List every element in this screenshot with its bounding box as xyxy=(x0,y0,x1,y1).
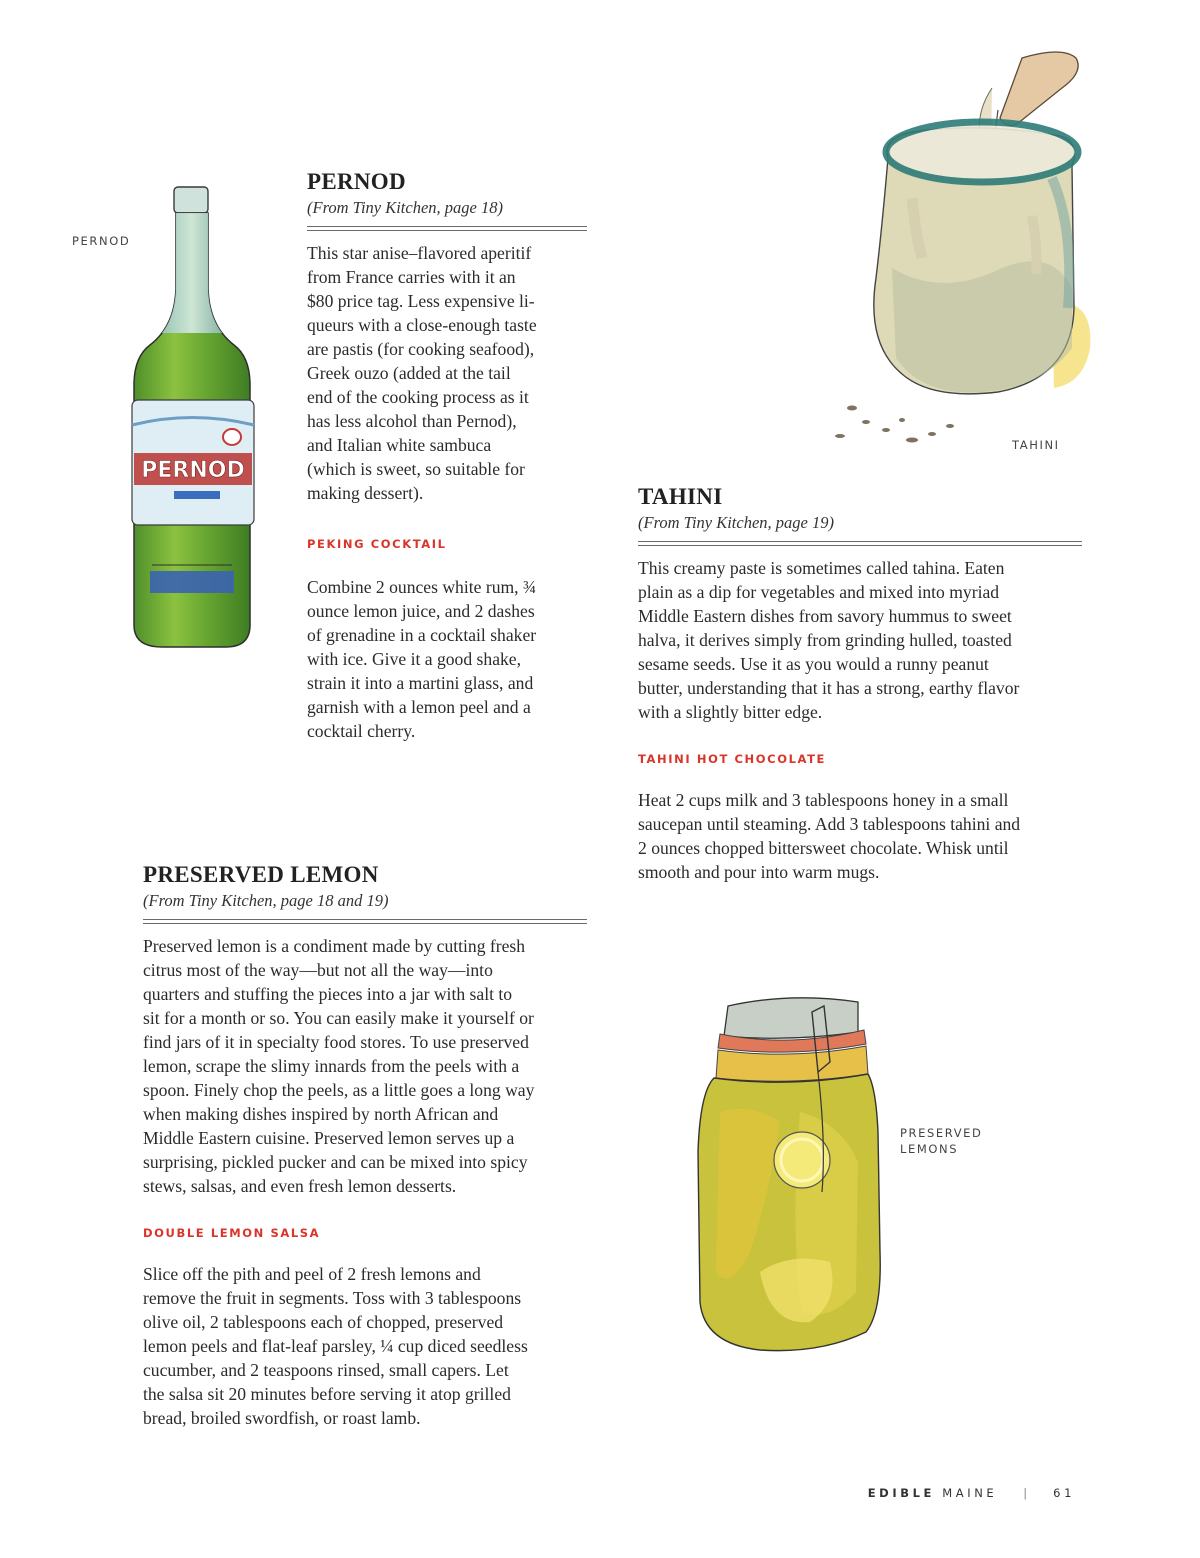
pernod-illustration-label: PERNOD xyxy=(72,234,131,248)
footer-brand-light: MAINE xyxy=(942,1486,998,1500)
preserved-lemon-title: PRESERVED LEMON xyxy=(143,862,379,887)
preserved-lemon-recipe-title: DOUBLE LEMON SALSA xyxy=(143,1226,321,1240)
preserved-lemon-section xyxy=(143,862,587,1430)
bottle-label-text: PERNOD xyxy=(141,458,245,483)
preserved-lemons-illustration-label: PRESERVED LEMONS xyxy=(900,1126,983,1156)
tahini-illustration-label: TAHINI xyxy=(1012,438,1060,452)
pernod-body: This star anise–flavored aperitif from France carries with it an $80 price tag. Less expensive li- queurs with a close-enough taste are pastis (for cooking seafood), Greek ouzo (added at the tail end of the cooking process as it has less alcohol than Pernod), and Italian white sambuca (which is sweet, so suitable for making dessert). xyxy=(307,243,537,503)
pernod-section xyxy=(307,169,587,743)
pernod-recipe: Combine 2 ounces white rum, ¾ ounce lemon juice, and 2 dashes of grenadine in a cocktail shaker with ice. Give it a good shake, strain it into a martini glass, and garnish with a lemon peel and a cocktail cherry. xyxy=(307,577,537,741)
page-footer xyxy=(868,1486,1075,1500)
pernod-recipe-title: PEKING COCKTAIL xyxy=(307,537,447,551)
page-number: 61 xyxy=(1053,1486,1075,1500)
preserved-lemon-body: Preserved lemon is a condiment made by cutting fresh citrus most of the way—but not all the way—into quarters and stuffing the pieces into a jar with salt to sit for a month or so. You can easily make it yourself or find jars of it in specialty food stores. To use preserved lemon, scrape the slimy innards from the peels with a spoon. Finely chop the peels, as a little goes a long way when making dishes inspired by north African and Middle Eastern cuisine. Preserved lemon serves up a surprising, pickled pucker and can be mixed into spicy stews, salsas, and even fresh lemon desserts. xyxy=(143,936,535,1196)
tahini-source: (From Tiny Kitchen, page 19) xyxy=(638,513,834,532)
pernod-divider xyxy=(307,226,587,231)
tahini-jar-illustration xyxy=(822,48,1092,448)
preserved-lemons-jar-illustration xyxy=(690,992,890,1362)
tahini-title: TAHINI xyxy=(638,484,723,509)
pernod-title: PERNOD xyxy=(307,169,406,194)
footer-separator: | xyxy=(1023,1486,1028,1500)
tahini-recipe: Heat 2 cups milk and 3 tablespoons honey in a small saucepan until steaming. Add 3 tablespoons tahini and 2 ounces chopped bittersweet chocolate. Whisk until smooth and pour into warm mugs. xyxy=(638,790,1021,882)
pernod-source: (From Tiny Kitchen, page 18) xyxy=(307,198,503,217)
preserved-lemon-recipe: Slice off the pith and peel of 2 fresh lemons and remove the fruit in segments. Toss with 3 tablespoons olive oil, 2 tablespoons each of chopped, preserved lemon peels and flat-leaf parsley, ¼ cup diced seedless cucumber, and 2 teaspoons rinsed, small capers. Let the salsa sit 20 minutes before serving it atop grilled bread, broiled swordfish, or roast lamb. xyxy=(143,1264,528,1428)
tahini-body: This creamy paste is sometimes called tahina. Eaten plain as a dip for vegetables and mixed into myriad Middle Eastern dishes from savory hummus to sweet halva, it derives simply from grinding hulled, toasted sesame seeds. Use it as you would a runny peanut butter, understanding that it has a strong, earthy flavor with a slightly bitter edge. xyxy=(638,558,1020,722)
tahini-divider xyxy=(638,541,1082,546)
tahini-recipe-title: TAHINI HOT CHOCOLATE xyxy=(638,752,827,766)
footer-brand-bold: EDIBLE xyxy=(867,1486,935,1500)
preserved-lemon-divider xyxy=(143,919,587,924)
preserved-lemon-source: (From Tiny Kitchen, page 18 and 19) xyxy=(143,891,389,910)
pernod-bottle-illustration xyxy=(122,185,272,660)
tahini-section xyxy=(638,484,1082,884)
